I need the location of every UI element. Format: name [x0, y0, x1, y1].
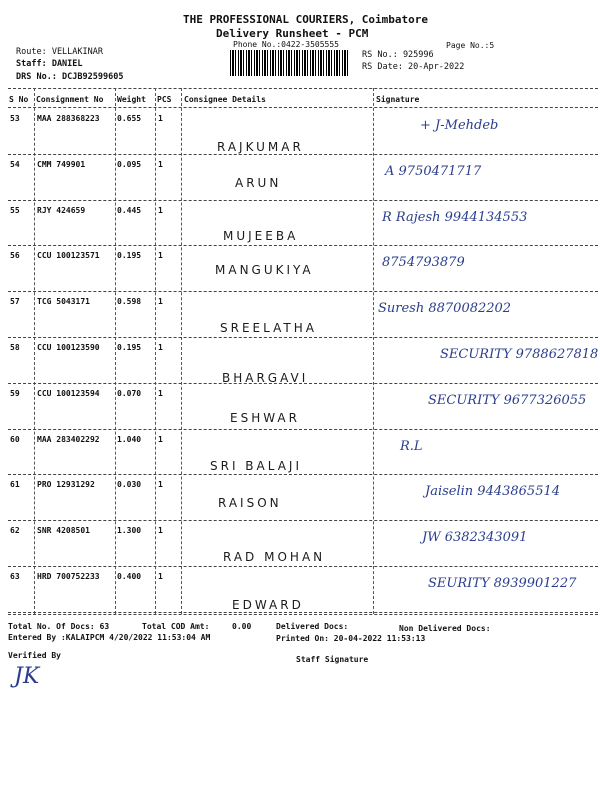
row-weight: 0.095: [117, 159, 142, 169]
row-sno: 63: [10, 572, 20, 581]
row-pcs: 1: [158, 388, 163, 398]
row-pcs: 1: [158, 205, 163, 215]
row-divider: [8, 612, 598, 613]
row-weight: 1.300: [117, 526, 142, 536]
row-weight: 1.040: [117, 434, 142, 444]
col-consignment: Consignment No: [36, 95, 104, 104]
consignee-name: RAD MOHAN: [223, 550, 326, 565]
table-top-rule: [8, 88, 598, 89]
row-pcs: 1: [158, 114, 163, 123]
table-header-rule: [8, 107, 598, 108]
route-label: Route: VELLAKINAR: [16, 47, 103, 57]
col-signature: Signature: [376, 95, 420, 104]
staff-signature-label: Staff Signature: [296, 655, 369, 664]
row-sno: 55: [10, 205, 20, 215]
row-divider: [8, 200, 598, 201]
total-cod-label: Total COD Amt:: [142, 622, 210, 631]
row-weight: 0.195: [117, 251, 142, 261]
verified-by-label: Verified By: [8, 651, 61, 660]
row-consignment: CCU 100123594: [37, 388, 100, 398]
row-divider: [8, 429, 598, 430]
row-sno: 54: [10, 159, 20, 169]
row-weight: 0.655: [117, 114, 142, 123]
row-divider: [8, 291, 598, 292]
row-consignment: SNR 4208501: [37, 526, 90, 536]
col-divider: [373, 88, 374, 614]
row-consignment: HRD 700752233: [37, 572, 100, 581]
signature: A 9750471717: [385, 163, 482, 179]
row-consignment: PRO 12931292: [37, 480, 95, 490]
signature: 8754793879: [382, 255, 465, 271]
row-sno: 60: [10, 434, 20, 444]
row-consignment: RJY 424659: [37, 205, 86, 215]
signature: SECURITY 9677326055: [428, 392, 587, 408]
total-docs: Total No. Of Docs: 63: [8, 622, 110, 631]
consignee-name: ARUN: [235, 175, 282, 190]
row-divider: [8, 383, 598, 384]
col-consignee: Consignee Details: [184, 95, 266, 104]
signature: SEURITY 8939901227: [428, 576, 577, 591]
row-pcs: 1: [158, 343, 163, 352]
row-consignment: CCU 100123571: [37, 251, 100, 261]
row-weight: 0.598: [117, 297, 142, 307]
signature: SECURITY 9788627818: [440, 347, 599, 362]
consignee-name: EDWARD: [232, 598, 304, 612]
row-divider: [8, 337, 598, 338]
row-sno: 56: [10, 251, 20, 261]
rs-number: RS No.: 925996: [362, 50, 434, 60]
signature: R Rajesh 9944134553: [382, 209, 528, 225]
barcode: [230, 50, 348, 76]
row-divider: [8, 474, 598, 475]
row-weight: 0.195: [117, 343, 142, 352]
col-weight: Weight: [117, 95, 146, 104]
row-weight: 0.400: [117, 572, 142, 581]
row-sno: 61: [10, 480, 20, 490]
row-pcs: 1: [158, 572, 163, 581]
delivered-docs: Delivered Docs:: [276, 622, 349, 631]
staff-label: Staff: DANIEL: [16, 59, 83, 69]
row-sno: 58: [10, 343, 20, 352]
col-pcs: PCS: [157, 95, 172, 104]
row-pcs: 1: [158, 434, 163, 444]
consignee-name: RAJKUMAR: [217, 140, 304, 154]
signature: + J-Mehdeb: [420, 118, 499, 133]
drs-number: DRS No.: DCJB92599605: [16, 72, 124, 82]
col-divider: [115, 88, 116, 614]
signature: JW 6382343091: [422, 530, 528, 546]
verified-signature: JK: [14, 664, 40, 689]
row-sno: 62: [10, 526, 20, 536]
page-number: Page No.:5: [446, 41, 495, 50]
non-delivered-docs: Non Delivered Docs:: [399, 624, 491, 633]
phone-number: Phone No.:0422-3505555: [233, 40, 339, 49]
entered-by: Entered By :KALAIPCM 4/20/2022 11:53:04 AM: [8, 633, 211, 642]
row-sno: 53: [10, 114, 20, 123]
consignee-name: SRI BALAJI: [210, 458, 302, 473]
table-bottom-rule: [8, 614, 598, 615]
row-divider: [8, 245, 598, 246]
total-cod-value: 0.00: [232, 622, 252, 631]
signature: Suresh 8870082202: [378, 301, 512, 317]
printed-on: Printed On: 20-04-2022 11:53:13: [276, 634, 426, 643]
row-consignment: CMM 749901: [37, 159, 86, 169]
row-weight: 0.070: [117, 388, 142, 398]
consignee-name: MANGUKIYA: [215, 263, 314, 278]
row-divider: [8, 154, 598, 155]
row-pcs: 1: [158, 526, 163, 536]
row-weight: 0.030: [117, 480, 142, 490]
signature: R.L: [400, 438, 423, 454]
row-weight: 0.445: [117, 205, 142, 215]
consignee-name: SREELATHA: [220, 321, 317, 336]
row-consignment: CCU 100123590: [37, 343, 100, 352]
consignee-name: BHARGAVI: [222, 371, 309, 385]
row-pcs: 1: [158, 159, 163, 169]
col-divider: [155, 88, 156, 614]
consignee-name: RAISON: [218, 496, 282, 511]
row-divider: [8, 566, 598, 567]
signature: Jaiselin 9443865514: [425, 484, 561, 500]
row-consignment: MAA 283402292: [37, 434, 100, 444]
col-divider: [181, 88, 182, 614]
runsheet-title: Delivery Runsheet - PCM: [216, 27, 369, 40]
row-pcs: 1: [158, 480, 163, 490]
row-sno: 59: [10, 388, 20, 398]
consignee-name: MUJEEBA: [223, 228, 299, 243]
row-pcs: 1: [158, 251, 163, 261]
row-pcs: 1: [158, 297, 163, 307]
row-consignment: MAA 288368223: [37, 114, 100, 123]
rs-date: RS Date: 20-Apr-2022: [362, 62, 465, 72]
col-sno: S No: [9, 95, 29, 104]
row-divider: [8, 520, 598, 521]
col-divider: [34, 88, 35, 614]
row-sno: 57: [10, 297, 20, 307]
company-name: THE PROFESSIONAL COURIERS, Coimbatore: [183, 13, 429, 26]
row-consignment: TCG 5043171: [37, 297, 90, 307]
consignee-name: ESHWAR: [230, 410, 300, 425]
